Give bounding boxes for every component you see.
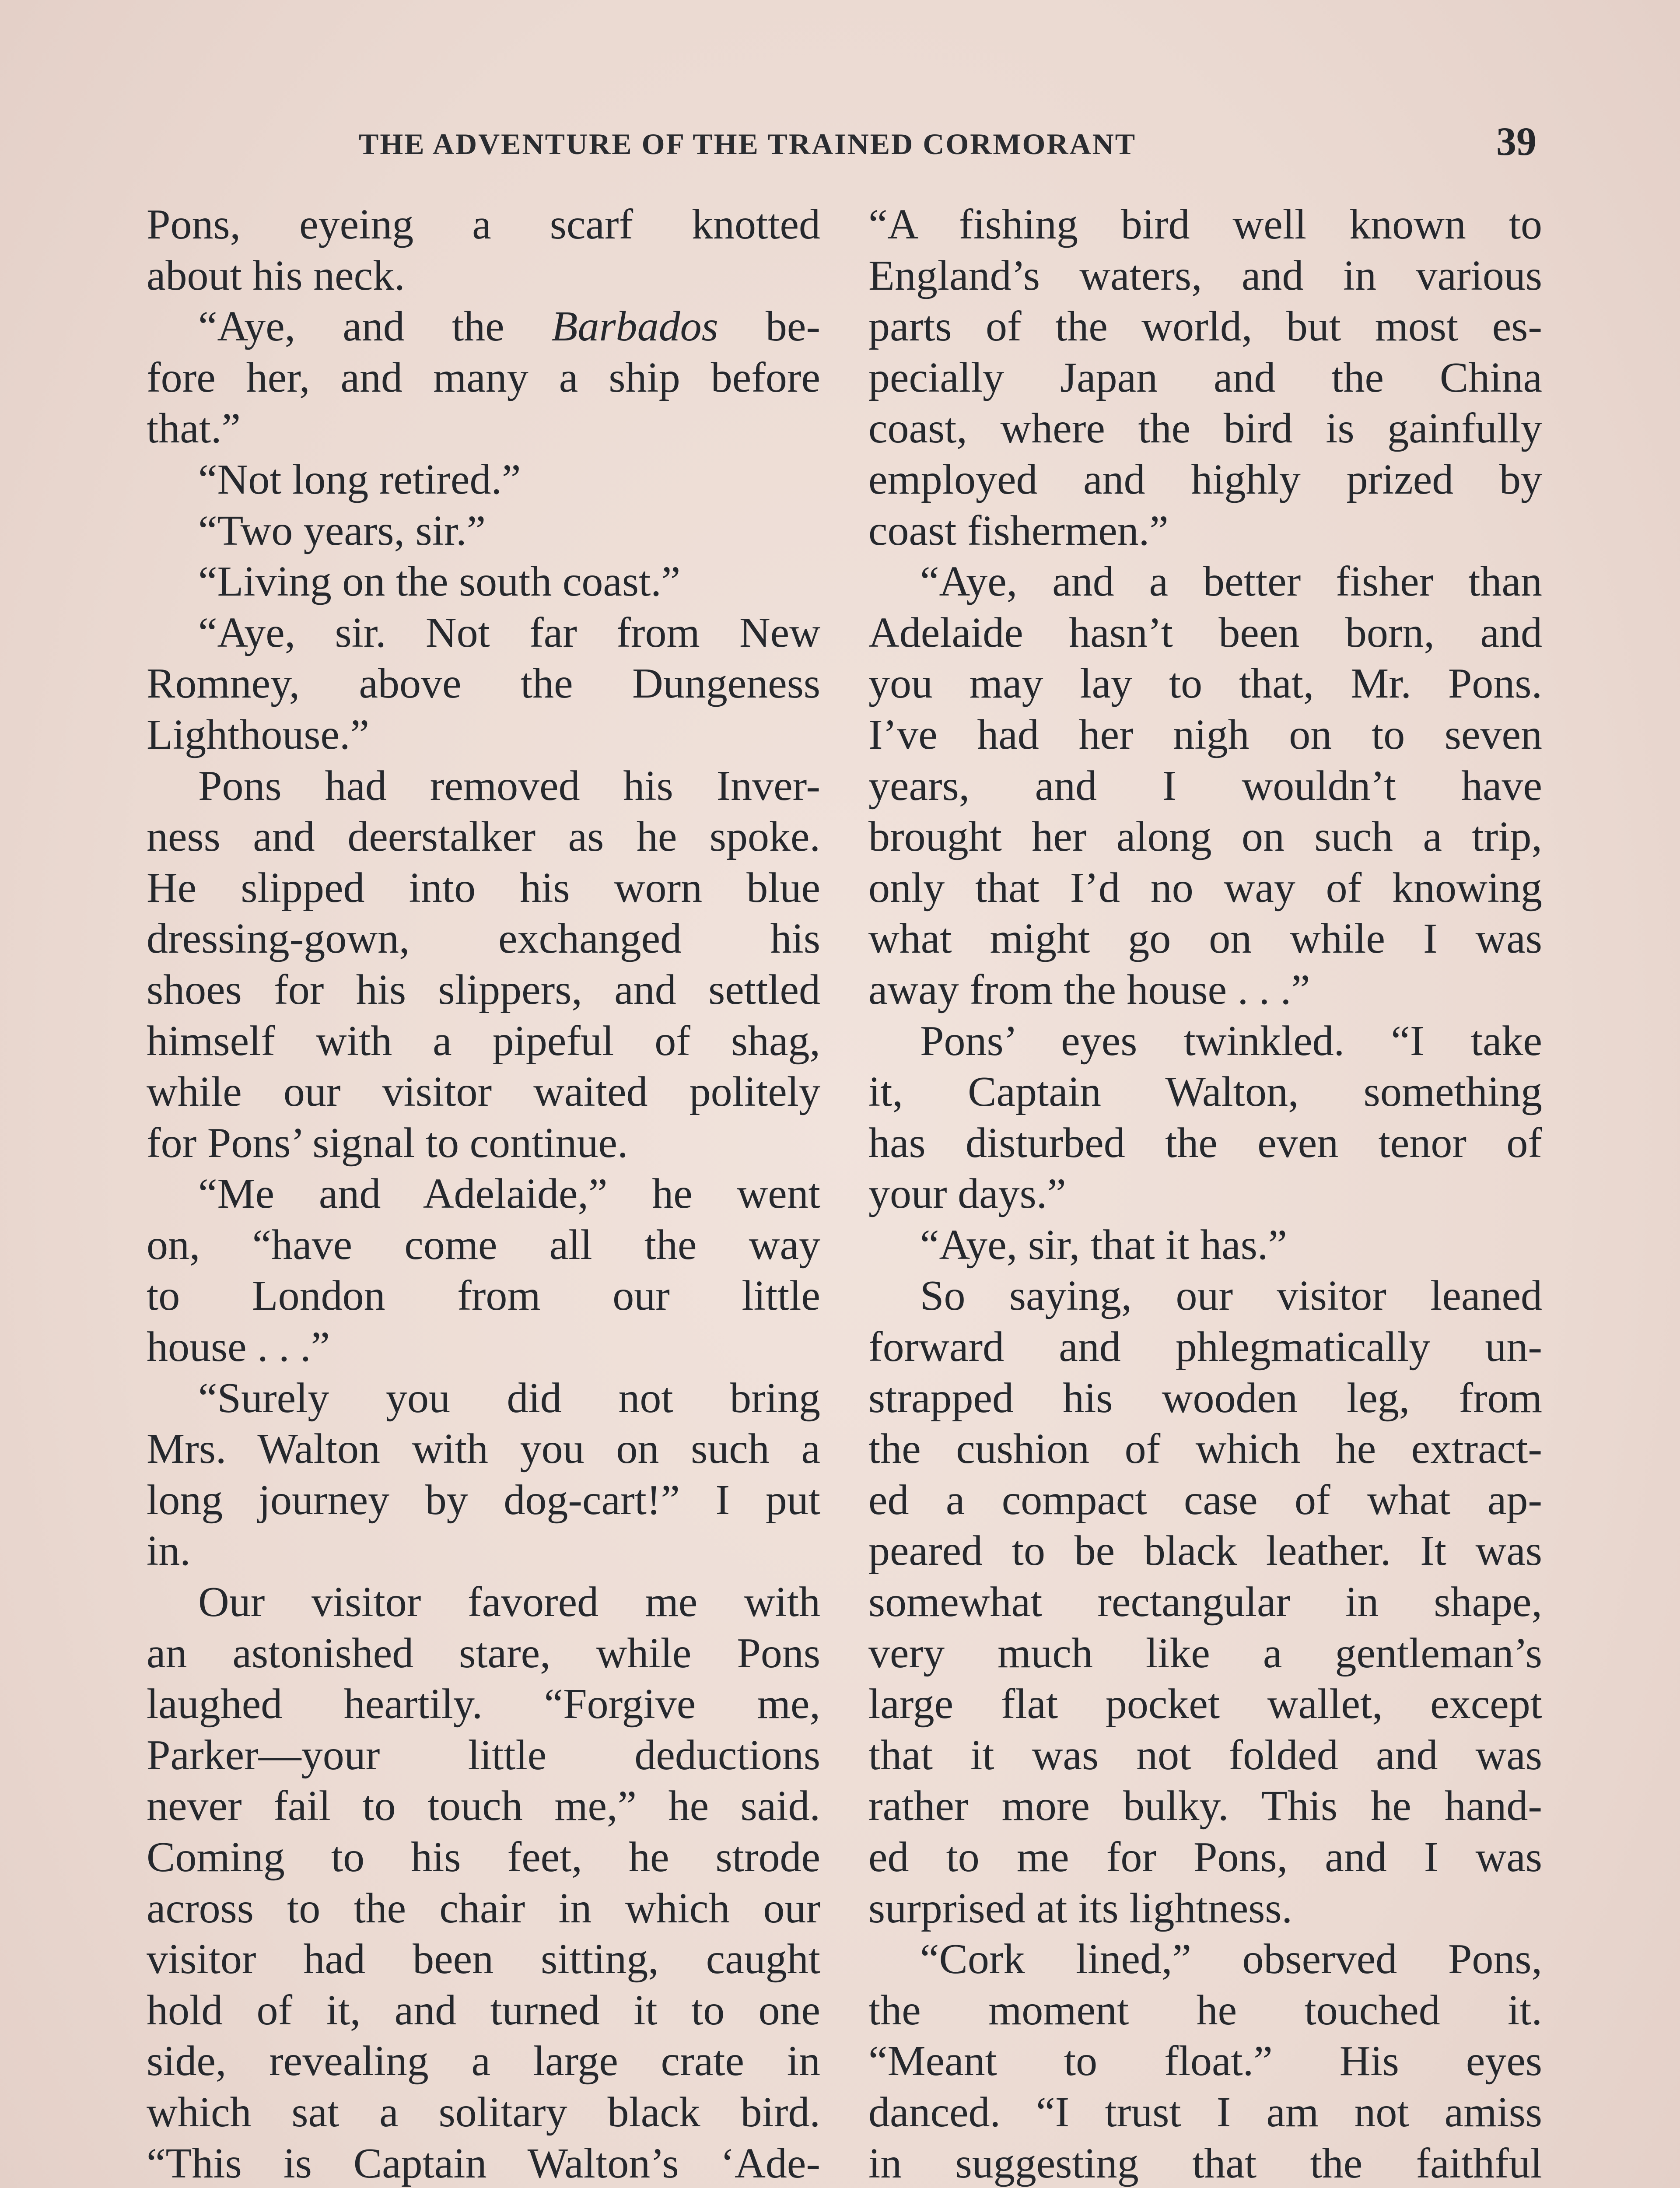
text-line: side, revealing a large crate in (147, 2037, 820, 2085)
text-line: your days.” (868, 1170, 1066, 1218)
text-line: “Living on the south coast.” (198, 558, 681, 606)
text-line: visitor had been sitting, caught (147, 1936, 820, 1983)
text-line: you may lay to that, Mr. Pons. (868, 660, 1542, 708)
text-line: “Meant to float.” His eyes (868, 2037, 1542, 2085)
text-line: himself with a pipeful of shag, (147, 1017, 820, 1065)
text-line: about his neck. (147, 252, 405, 299)
text-line: Romney, above the Dungeness (147, 660, 820, 708)
text-line: Pons had removed his Inver- (198, 762, 820, 810)
text-line: forward and phlegmatically un- (868, 1323, 1542, 1371)
text-line: “A fishing bird well known to (868, 201, 1542, 248)
text-line: coast fishermen.” (868, 507, 1169, 554)
text-run: “Aye, and the (198, 303, 552, 351)
text-line: to London from our little (147, 1272, 820, 1320)
text-line: ed to me for Pons, and I was (868, 1834, 1542, 1881)
text-line: the moment he touched it. (868, 1986, 1542, 2034)
text-line: on, “have come all the way (147, 1221, 820, 1269)
text-line: what might go on while I was (868, 915, 1542, 963)
text-line: “Not long retired.” (198, 456, 521, 503)
text-line: years, and I wouldn’t have (868, 762, 1542, 810)
text-line: employed and highly prized by (868, 456, 1542, 503)
text-line: an astonished stare, while Pons (147, 1629, 820, 1677)
text-line: in. (147, 1527, 191, 1575)
text-line: it, Captain Walton, something (868, 1068, 1542, 1116)
text-line: while our visitor waited politely (147, 1068, 820, 1116)
text-line: that it was not folded and was (868, 1731, 1542, 1779)
text-line: “Aye, sir, that it has.” (920, 1221, 1287, 1269)
text-line: “Two years, sir.” (198, 507, 486, 554)
text-line: “Aye, sir. Not far from New (198, 609, 820, 656)
text-line: never fail to touch me,” he said. (147, 1782, 820, 1830)
text-line: “Surely you did not bring (198, 1374, 820, 1422)
text-line: somewhat rectangular in shape, (868, 1578, 1542, 1626)
text-line: the cushion of which he extract- (868, 1425, 1542, 1473)
text-line: large flat pocket wallet, except (868, 1680, 1542, 1728)
page-number: 39 (1496, 119, 1536, 164)
text-line: Lighthouse.” (147, 711, 369, 758)
text-line: long journey by dog-cart!” I put (147, 1476, 820, 1524)
text-line: coast, where the bird is gainfully (868, 405, 1542, 452)
text-line: laughed heartily. “Forgive me, (147, 1680, 820, 1728)
text-line: peared to be black leather. It was (868, 1527, 1542, 1575)
text-run: be- (718, 303, 820, 351)
text-line: strapped his wooden leg, from (868, 1374, 1542, 1422)
text-line: which sat a solitary black bird. (147, 2088, 820, 2136)
text-line: away from the house . . .” (868, 966, 1310, 1013)
text-line: ness and deerstalker as he spoke. (147, 813, 820, 861)
text-line: fore her, and many a ship before (147, 354, 820, 401)
text-line: for Pons’ signal to continue. (147, 1119, 628, 1167)
text-line: So saying, our visitor leaned (920, 1272, 1542, 1320)
text-line: “This is Captain Walton’s ‘Ade- (147, 2139, 820, 2187)
text-line: surprised at its lightness. (868, 1884, 1293, 1932)
text-line: Adelaide hasn’t been born, and (868, 609, 1542, 656)
text-line: hold of it, and turned it to one (147, 1986, 820, 2034)
text-column-left (147, 199, 820, 2188)
text-line: Parker—your little deductions (147, 1731, 820, 1779)
text-line: “Me and Adelaide,” he went (198, 1170, 820, 1218)
text-line: Pons, eyeing a scarf knotted (147, 201, 820, 248)
text-line: “Cork lined,” observed Pons, (920, 1936, 1542, 1983)
text-line: Mrs. Walton with you on such a (147, 1425, 820, 1473)
text-line: parts of the world, but most es- (868, 303, 1542, 351)
text-line: “Aye, and a better fisher than (920, 558, 1542, 606)
text-line (147, 301, 820, 352)
text-line: that.” (147, 405, 241, 452)
running-title: THE ADVENTURE OF THE TRAINED CORMORANT (359, 127, 1137, 161)
text-line: danced. “I trust I am not amiss (868, 2088, 1542, 2136)
text-line: Our visitor favored me with (198, 1578, 820, 1626)
text-line: has disturbed the even tenor of (868, 1119, 1542, 1167)
text-line: only that I’d no way of knowing (868, 864, 1542, 912)
text-line: I’ve had her nigh on to seven (868, 711, 1542, 758)
text-line: brought her along on such a trip, (868, 813, 1542, 861)
text-line: Pons’ eyes twinkled. “I take (920, 1017, 1542, 1065)
text-line: ed a compact case of what ap- (868, 1476, 1542, 1524)
italic-ship-name: Barbados (551, 303, 718, 351)
text-line: England’s waters, and in various (868, 252, 1542, 299)
text-line: very much like a gentleman’s (868, 1629, 1542, 1677)
text-line: across to the chair in which our (147, 1884, 820, 1932)
text-line: shoes for his slippers, and settled (147, 966, 820, 1013)
text-line: rather more bulky. This he hand- (868, 1782, 1542, 1830)
text-line: pecially Japan and the China (868, 354, 1542, 401)
text-line: He slipped into his worn blue (147, 864, 820, 912)
text-column-right (868, 199, 1542, 2188)
text-line: house . . .” (147, 1323, 330, 1371)
text-line: dressing-gown, exchanged his (147, 915, 820, 963)
text-line: in suggesting that the faithful (868, 2139, 1542, 2187)
text-line: Coming to his feet, he strode (147, 1834, 820, 1881)
